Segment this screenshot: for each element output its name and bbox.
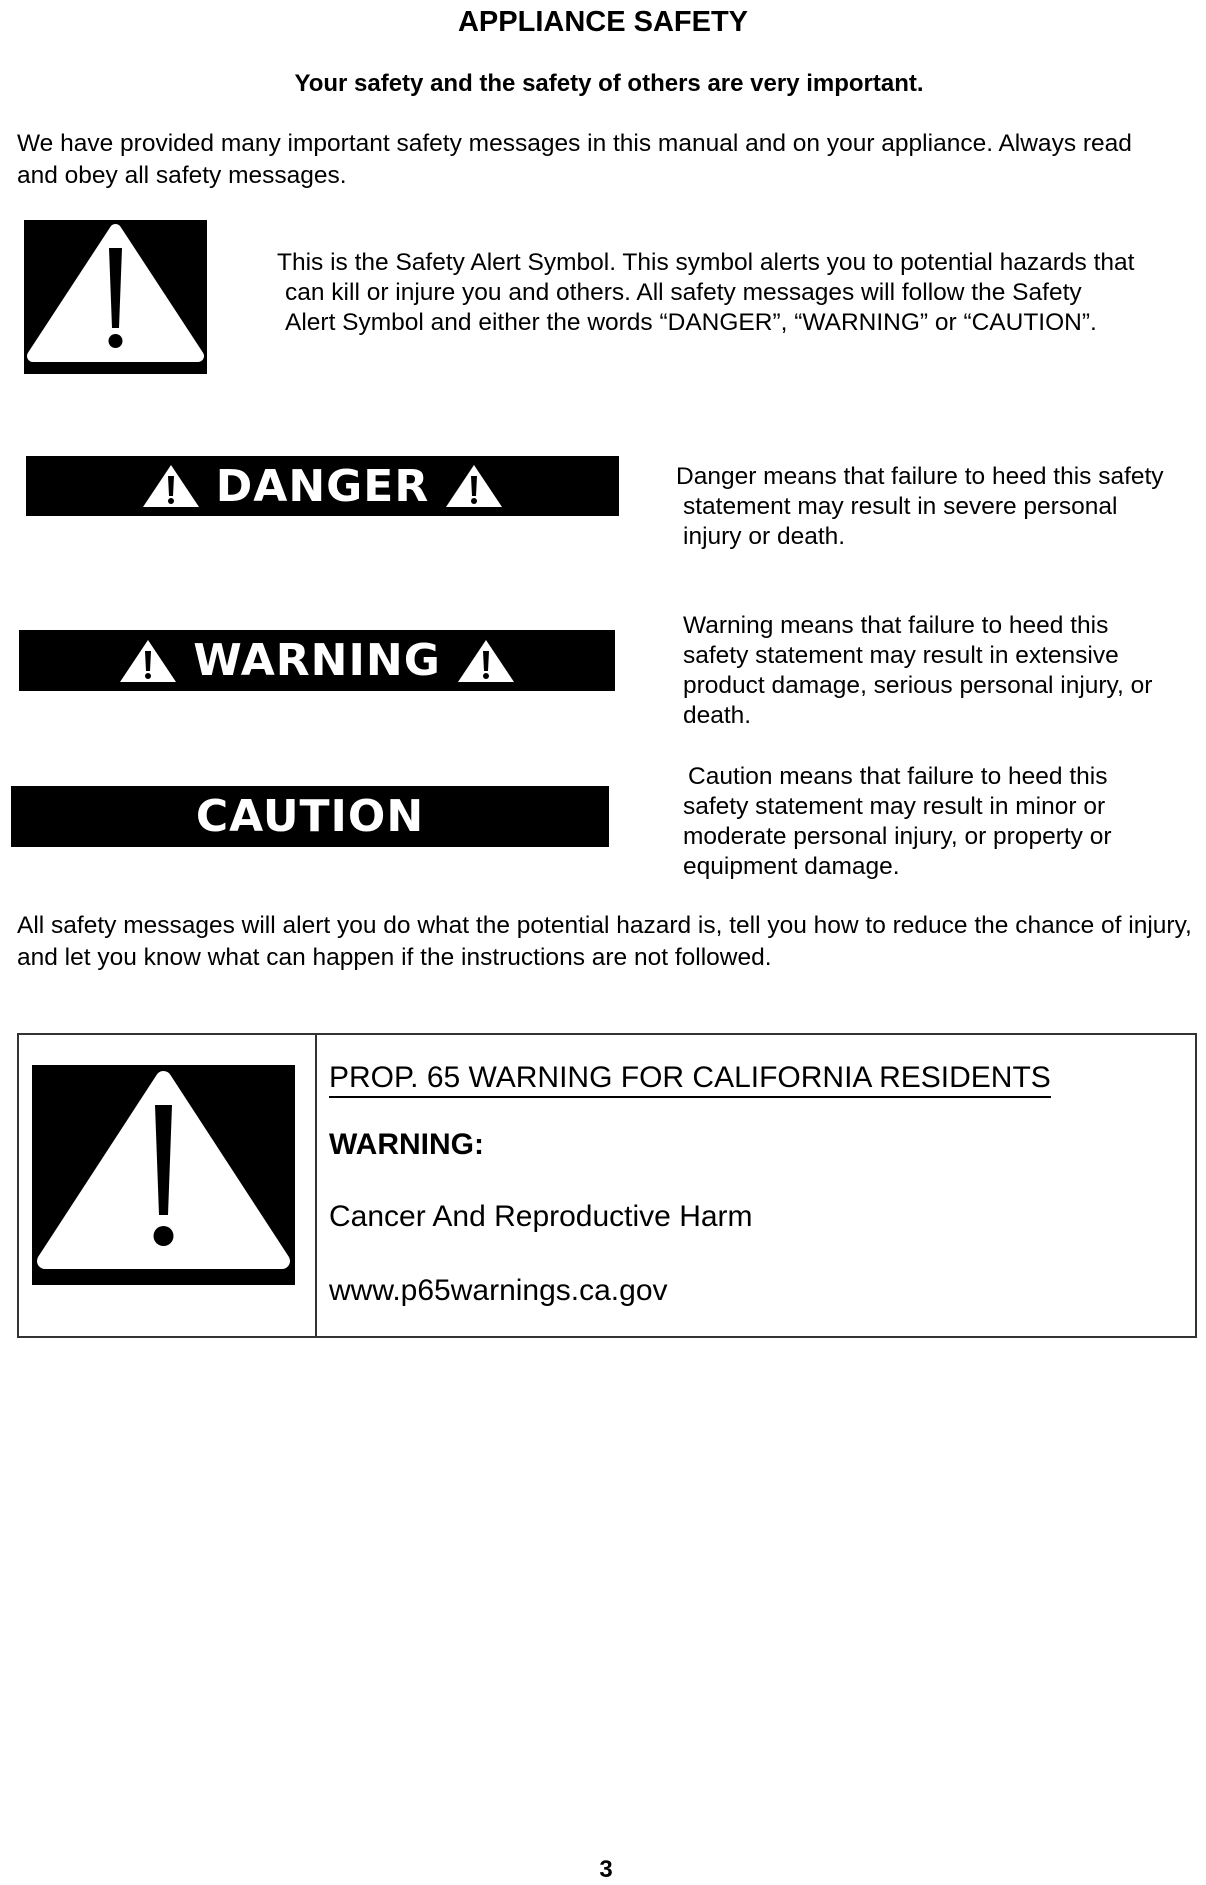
prop65-heading: PROP. 65 WARNING FOR CALIFORNIA RESIDENTS	[329, 1061, 1051, 1098]
danger-line: statement may result in severe personal	[683, 493, 1118, 520]
safety-alert-symbol	[24, 220, 207, 374]
caution-label: CAUTION	[195, 791, 425, 842]
page-title: APPLIANCE SAFETY	[457, 6, 749, 38]
closing-paragraph: All safety messages will alert you do what the potential hazard is, tell you how to reduce the chance of injury, and let you know what can happen if the instructions are not followed.	[17, 912, 1192, 971]
warning-definition	[683, 611, 1152, 731]
warning-line: Warning means that failure to heed this	[683, 612, 1109, 639]
warning-triangle-icon	[140, 462, 202, 510]
prop65-divider	[315, 1035, 317, 1336]
warning-line: product damage, serious personal injury, or	[683, 672, 1153, 699]
safety-alert-description	[277, 248, 1202, 338]
warning-triangle-icon	[455, 637, 517, 685]
danger-label: DANGER	[215, 460, 430, 512]
warning-banner	[19, 630, 615, 691]
warning-line: death.	[683, 702, 752, 729]
danger-line: Danger means that failure to heed this safety	[676, 463, 1164, 490]
caution-banner	[11, 786, 609, 847]
caution-line: Caution means that failure to heed this	[688, 763, 1108, 790]
prop65-url: www.p65warnings.ca.gov	[329, 1274, 668, 1307]
danger-banner	[26, 456, 619, 516]
warning-triangle-icon	[443, 462, 505, 510]
caution-line: moderate personal injury, or property or	[683, 823, 1112, 850]
warning-triangle-icon	[117, 637, 179, 685]
warning-triangle-icon	[24, 220, 207, 374]
alert-line: This is the Safety Alert Symbol. This symbol alerts you to potential hazards that	[277, 249, 1135, 276]
caution-line: safety statement may result in minor or	[683, 793, 1106, 820]
prop65-alert-symbol	[32, 1065, 295, 1285]
danger-definition	[676, 462, 1164, 552]
intro-paragraph: We have provided many important safety messages in this manual and on your appliance. Always read and obey all safety messages.	[17, 130, 1132, 189]
alert-line: can kill or injure you and others. All safety messages will follow the Safety	[285, 279, 1082, 306]
caution-definition	[683, 762, 1112, 882]
prop65-warning-label: WARNING:	[329, 1128, 484, 1161]
prop65-harm-text: Cancer And Reproductive Harm	[329, 1200, 753, 1233]
warning-line: safety statement may result in extensive	[683, 642, 1119, 669]
warning-label: WARNING	[193, 635, 441, 686]
alert-line: Alert Symbol and either the words “DANGER”, “WARNING” or “CAUTION”.	[285, 309, 1097, 336]
caution-line: equipment damage.	[683, 853, 900, 880]
warning-triangle-icon	[32, 1065, 295, 1285]
danger-line: injury or death.	[683, 523, 846, 550]
page-subtitle: Your safety and the safety of others are very important.	[294, 70, 924, 97]
page-number: 3	[599, 1856, 613, 1883]
